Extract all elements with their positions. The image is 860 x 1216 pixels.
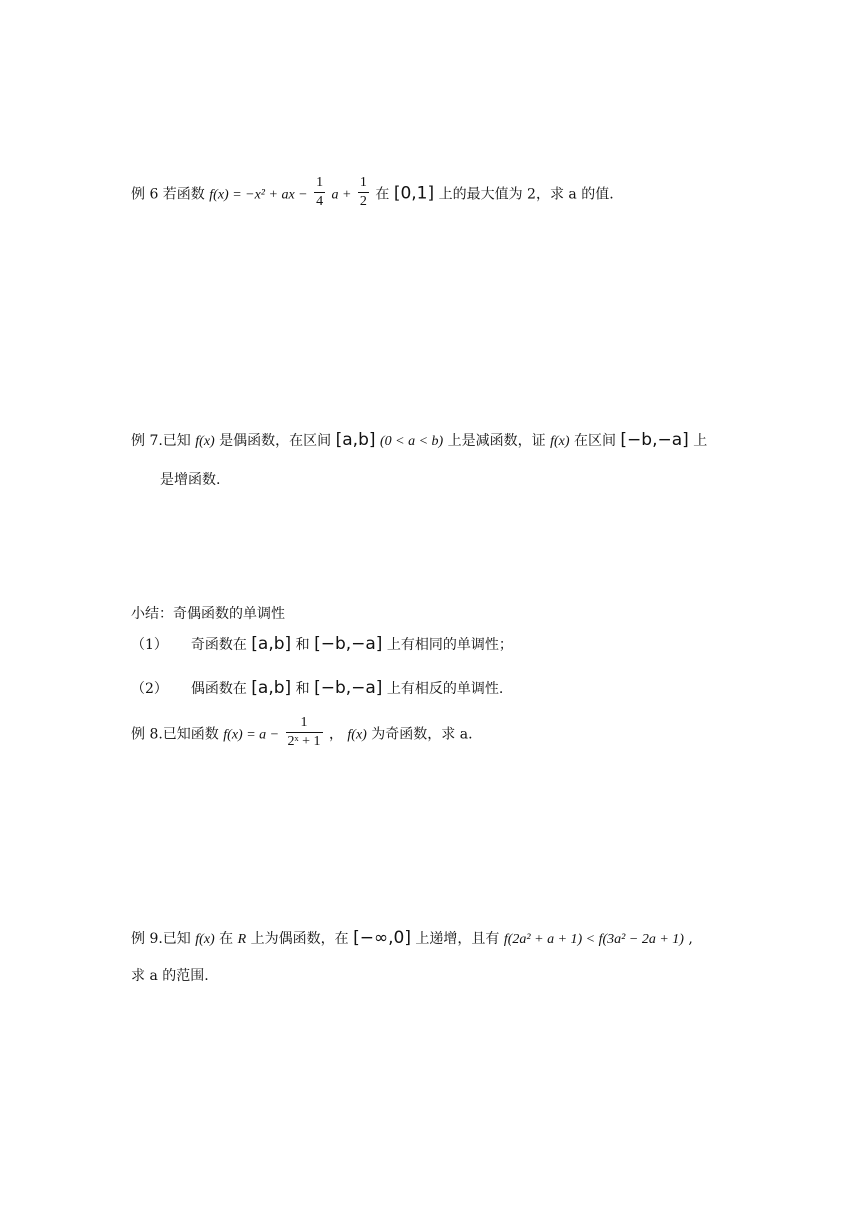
summary-item-1-text-b: 和: [295, 637, 310, 653]
summary-item-2-number: （2）: [131, 681, 168, 697]
example-7-text-3: 在区间: [573, 433, 616, 449]
example-9-interval: [−∞,0]: [353, 928, 411, 948]
example-7-condition: (0 < a < b): [379, 434, 444, 449]
example-6-interval: [0,1]: [393, 183, 435, 204]
example-8-fraction: $\frac{1}{\text{2ˣ + 1}}$: [287, 715, 321, 749]
example-9-fx: f(x): [195, 932, 215, 947]
summary-item-1: [131, 634, 513, 654]
example-7-fx: f(x): [195, 434, 215, 449]
example-8-fx: f(x): [347, 727, 367, 743]
example-6-in: 在: [375, 186, 390, 203]
example-6-tail: 上的最大值为 2，求 a 的值.: [438, 186, 614, 203]
summary-item-2-interval-2: [−b,−a]: [314, 678, 383, 698]
example-8-label: 例 8.已知函数: [131, 726, 219, 743]
example-7-interval-1: [a,b]: [335, 430, 376, 450]
example-6-label: 例 6 若函数: [131, 186, 205, 203]
example-9-comma: ,: [688, 931, 693, 947]
example-8-separator: ，: [328, 726, 343, 743]
summary-item-1-interval-2: [−b,−a]: [314, 634, 383, 654]
summary-item-2-interval-1: [a,b]: [251, 678, 292, 698]
example-9-real-set: R: [237, 932, 247, 947]
example-8: [131, 716, 473, 753]
example-9-line-2: 求 a 的范围.: [131, 968, 209, 984]
summary-item-1-text-c: 上有相同的单调性；: [386, 637, 513, 653]
example-6-mid: a +: [331, 187, 352, 203]
summary-item-1-interval-1: [a,b]: [251, 634, 292, 654]
example-9-text-2: 上为偶函数，在: [250, 931, 349, 947]
example-7-text-2: 上是减函数，证: [447, 433, 546, 449]
example-9: [131, 928, 693, 948]
example-9-label: 例 9.已知: [131, 931, 191, 947]
example-9-text-3: 上递增，且有: [415, 931, 500, 947]
summary-item-2-text-b: 和: [295, 681, 310, 697]
summary-title: 小结：奇偶函数的单调性: [131, 606, 285, 622]
example-7-fx-2: f(x): [550, 434, 570, 449]
example-8-function: f(x) = a −: [223, 727, 280, 743]
summary-item-1-text-a: 奇函数在: [190, 637, 247, 653]
example-7-text-1: 是偶函数，在区间: [219, 433, 332, 449]
example-6-function: f(x) = −x² + ax −: [209, 187, 308, 203]
example-7-text-4: 上: [693, 433, 708, 449]
example-9-text-1: 在: [219, 931, 234, 947]
example-6: [131, 176, 614, 213]
example-7-line-2: 是增函数.: [160, 472, 221, 488]
example-7-label: 例 7.已知: [131, 433, 191, 449]
example-7-interval-2: [−b,−a]: [620, 430, 689, 450]
summary-item-1-number: （1）: [131, 637, 168, 653]
fraction-one-quarter: $\frac{1}{4}$: [316, 175, 324, 209]
example-9-inequality: f(2a² + a + 1) < f(3a² − 2a + 1): [503, 932, 684, 947]
summary-item-2: [131, 678, 503, 698]
example-7: [131, 430, 707, 450]
fraction-one-half: $\frac{1}{2}$: [359, 175, 367, 209]
example-8-tail: 为奇函数，求 a.: [371, 726, 473, 743]
summary-item-2-text-c: 上有相反的单调性.: [386, 681, 504, 697]
summary-item-2-text-a: 偶函数在: [190, 681, 247, 697]
